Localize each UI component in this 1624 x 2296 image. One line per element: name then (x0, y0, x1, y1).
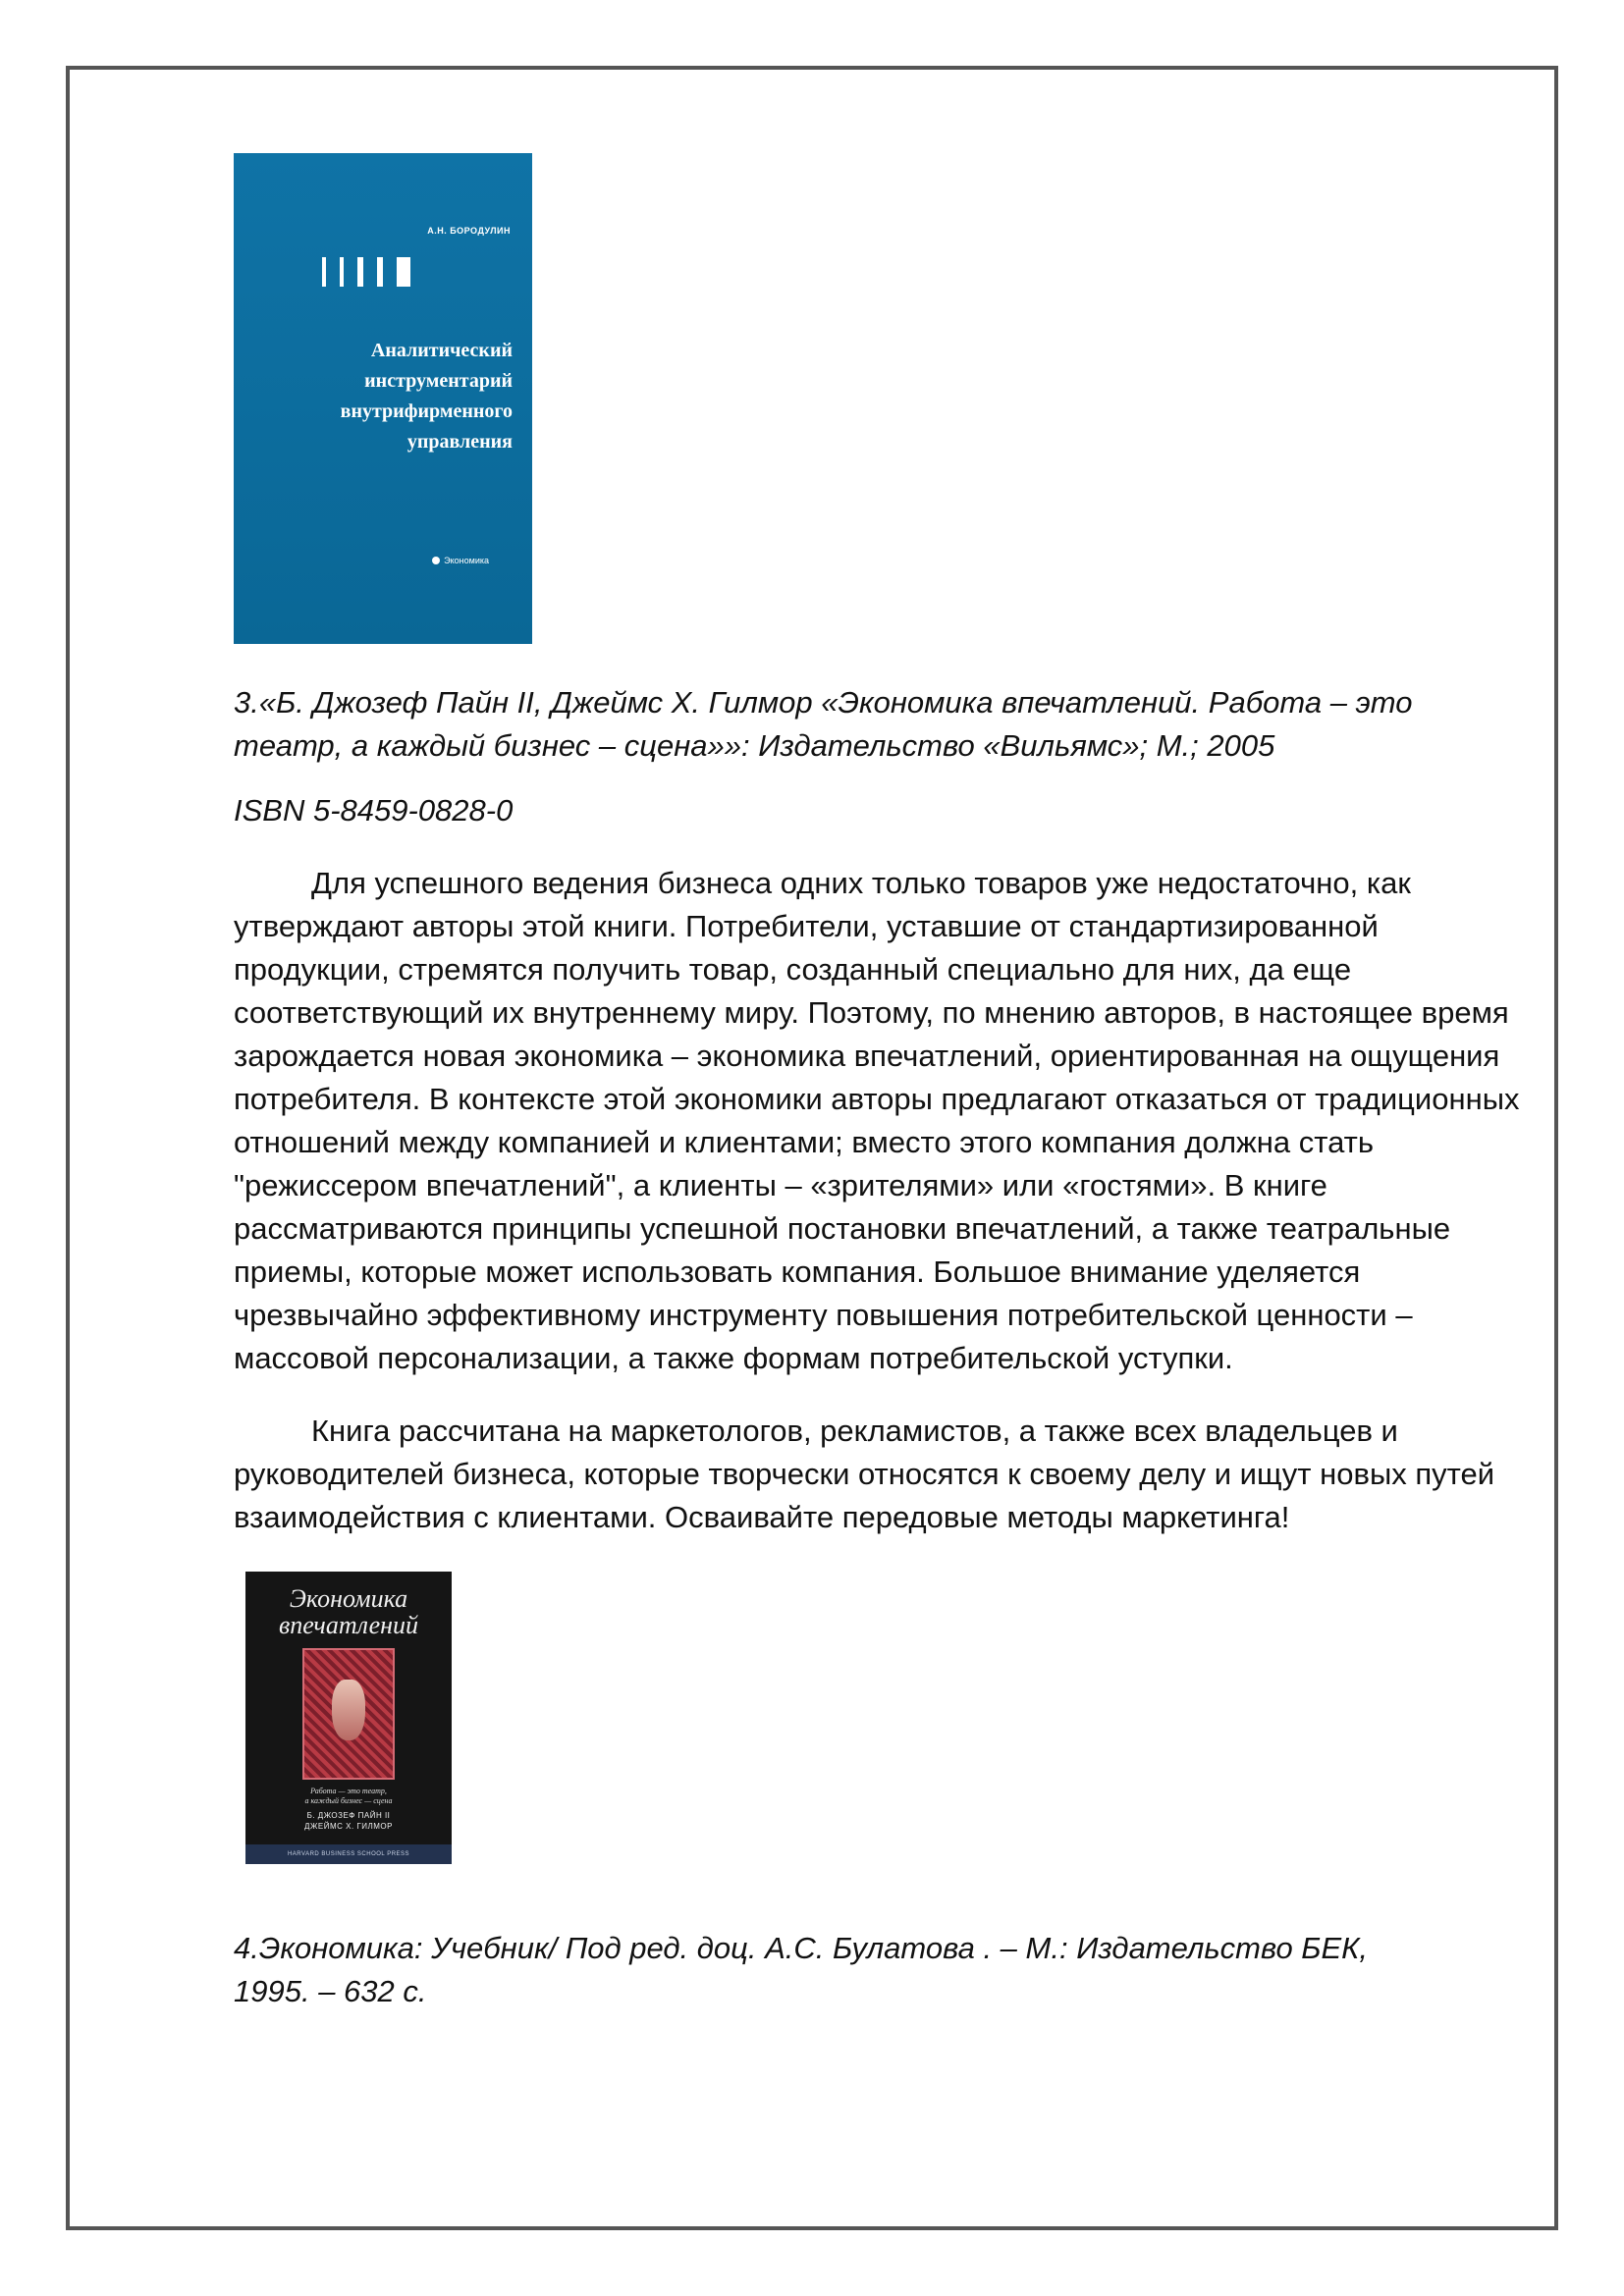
publisher-logo-icon (432, 557, 440, 564)
cover-publisher-band: HARVARD BUSINESS SCHOOL PRESS (245, 1844, 452, 1864)
description-paragraph-2: Книга рассчитана на маркетологов, рекламистов, а также всех владельцев и руководителей бизнеса, которые творчески относятся к своему делу и ищут новых путей взаимодействия с клиентами. Осваивайте передовые методы маркетинга! (234, 1414, 1495, 1534)
cover-title-line: Аналитический (370, 340, 513, 361)
cover-subtitle-line: а каждый бизнес — сцена (304, 1796, 393, 1805)
bibliography-entry-3 (234, 681, 1520, 768)
cover-title-line: инструментарий (364, 370, 513, 392)
cover-bar (397, 257, 410, 287)
document-content (234, 153, 1520, 2013)
cover-subtitle-line: Работа — это театр, (310, 1787, 387, 1795)
book-cover-2-wrapper (234, 1572, 1520, 1864)
cover-title (234, 336, 513, 457)
cover-subtitle (245, 1787, 452, 1806)
biblio-line: 1995. – 632 с. (234, 1974, 427, 2008)
cover-author-line: ДЖЕЙМС Х. ГИЛМОР (304, 1822, 393, 1831)
biblio-line: 3.«Б. Джозеф Пайн II, Джеймс Х. Гилмор «Экономика впечатлений. Работа – это (234, 685, 1413, 720)
bibliography-entry-4 (234, 1927, 1520, 2013)
cover-bars-decoration (322, 257, 410, 287)
cover-bar (357, 257, 363, 287)
cover-bar (340, 257, 344, 287)
cover-title (245, 1585, 452, 1638)
cover-title-line: впечатлений (278, 1611, 419, 1639)
biblio-line: 4.Экономика: Учебник/ Под ред. доц. А.С. Булатова . – М.: Издательство БЕК, (234, 1931, 1369, 1965)
description-paragraph-1: Для успешного ведения бизнеса одних только товаров уже недостаточно, как утверждают авторы этой книги. Потребители, уставшие от стандартизированной продукции, стремятся получить товар, созданный специально для них, да еще соответствующий их внутреннему миру. Поэтому, по мнению авторов, в настоящее время зарождается новая экономика – экономика впечатлений, ориентированная на ощущения потребителя. В контексте этой экономики авторы предлагают отказаться от традиционных отношений между компанией и клиентами; вместо этого компания должна стать "режиссером впечатлений", а клиенты – «зрителями» или «гостями». В книге рассматриваются принципы успешной постановки впечатлений, а также театральные приемы, которые может использовать компания. Большое внимание уделяется чрезвычайно эффективному инструменту повышения потребительской ценности – массовой персонализации, а также формам потребительской уступки. (234, 866, 1520, 1375)
cover-publisher (432, 556, 489, 565)
biblio-line: театр, а каждый бизнес – сцена»»: Издательство «Вильямс»; М.; 2005 (234, 728, 1275, 763)
publisher-name: Экономика (444, 556, 489, 565)
isbn: ISBN 5-8459-0828-0 (234, 793, 514, 828)
cover-mask-artwork (302, 1648, 395, 1780)
cover-bar (377, 257, 383, 287)
cover-author-line: Б. ДЖОЗЕФ ПАЙН II (306, 1811, 391, 1820)
cover-title-line: управления (406, 431, 513, 453)
cover-author: А.Н. БОРОДУЛИН (427, 226, 511, 236)
cover-title-line: внутрифирменного (340, 400, 513, 422)
cover-bar (322, 257, 326, 287)
mask-face (332, 1680, 365, 1740)
cover-authors (245, 1810, 452, 1832)
cover-title-line: Экономика (289, 1584, 408, 1613)
book-cover-experience-economy (245, 1572, 452, 1864)
book-cover-analytical-tools (234, 153, 532, 644)
